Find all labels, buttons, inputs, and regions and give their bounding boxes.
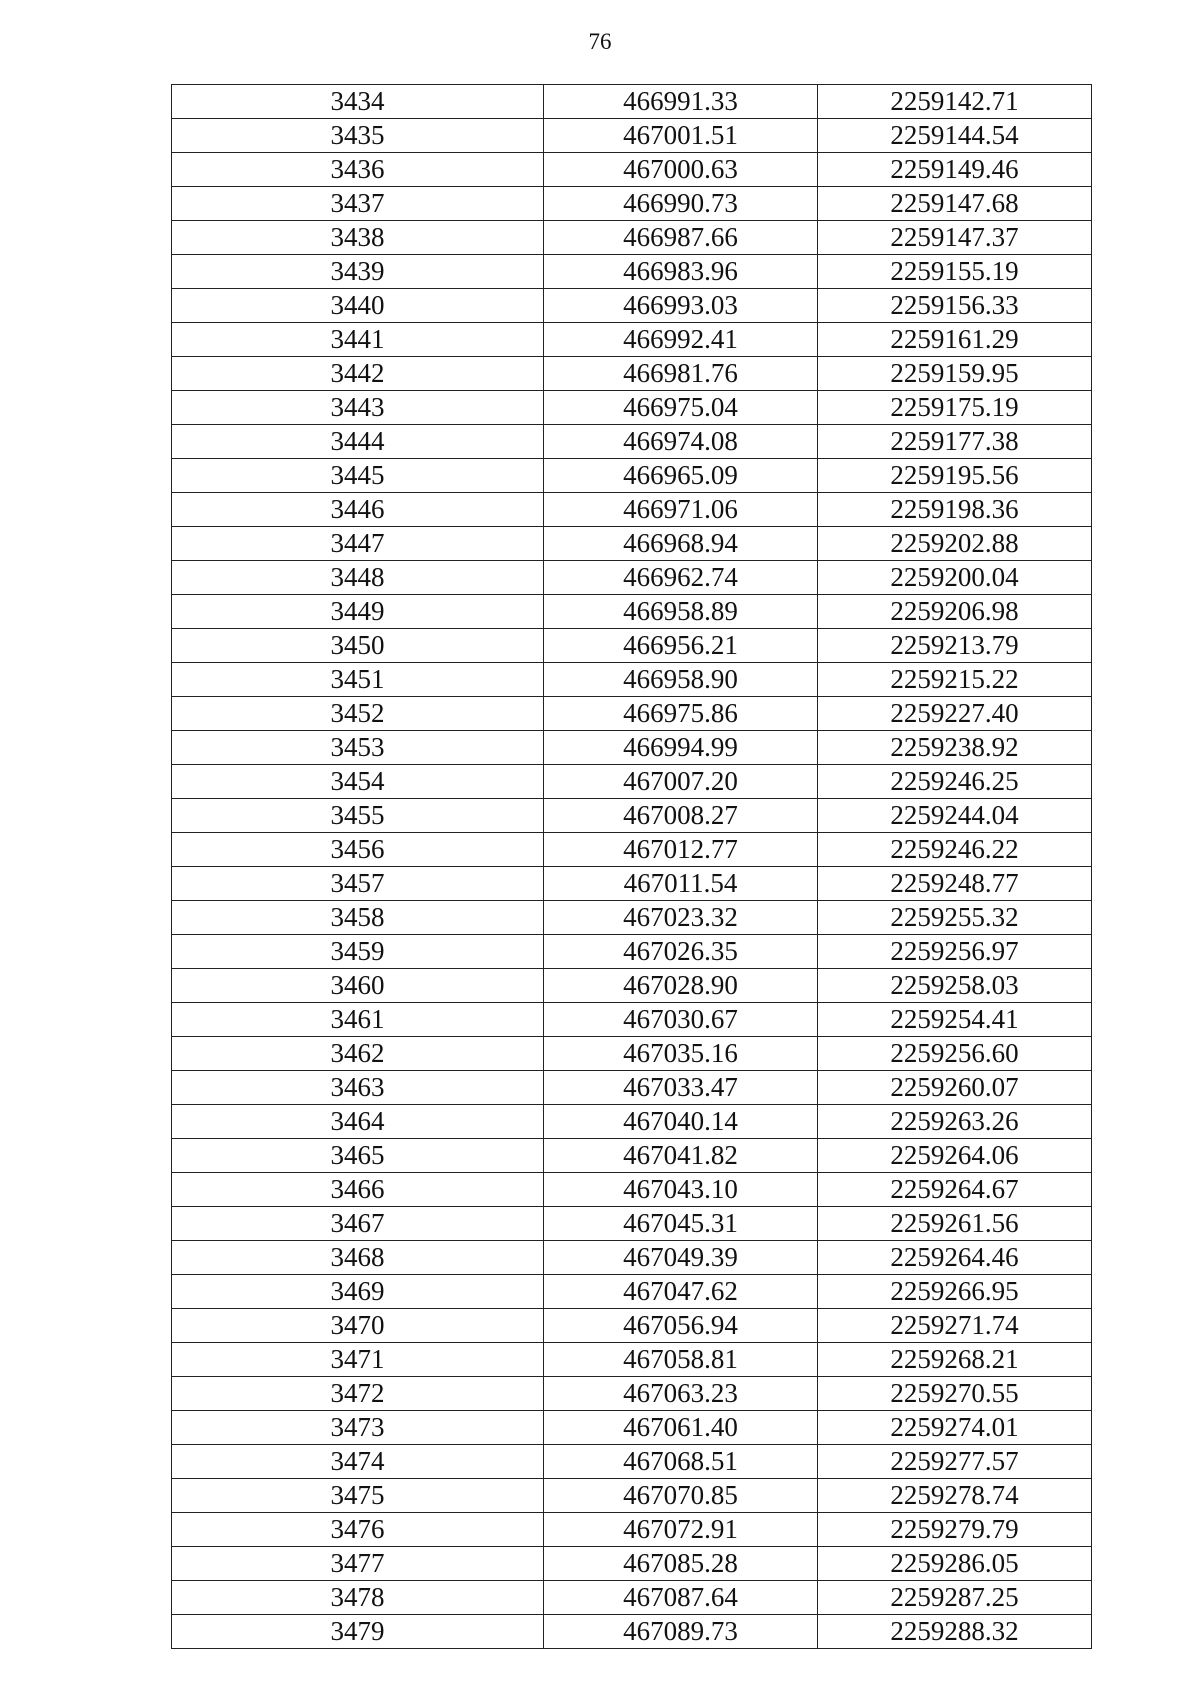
point-number-cell: 3458 (172, 901, 544, 935)
table-row (172, 1139, 1092, 1173)
point-number-cell: 3446 (172, 493, 544, 527)
y-coordinate-cell: 2259256.60 (818, 1037, 1092, 1071)
table-row (172, 731, 1092, 765)
y-coordinate-cell: 2259258.03 (818, 969, 1092, 1003)
point-number-cell: 3462 (172, 1037, 544, 1071)
x-coordinate-cell: 467023.32 (544, 901, 818, 935)
point-number-cell: 3455 (172, 799, 544, 833)
table-row (172, 663, 1092, 697)
x-coordinate-cell: 466956.21 (544, 629, 818, 663)
point-number-cell: 3452 (172, 697, 544, 731)
table-row (172, 1207, 1092, 1241)
table-row (172, 765, 1092, 799)
x-coordinate-cell: 467045.31 (544, 1207, 818, 1241)
point-number-cell: 3456 (172, 833, 544, 867)
table-row (172, 1105, 1092, 1139)
x-coordinate-cell: 466993.03 (544, 289, 818, 323)
x-coordinate-cell: 467070.85 (544, 1479, 818, 1513)
table-row (172, 119, 1092, 153)
table-row (172, 459, 1092, 493)
point-number-cell: 3471 (172, 1343, 544, 1377)
y-coordinate-cell: 2259177.38 (818, 425, 1092, 459)
y-coordinate-cell: 2259279.79 (818, 1513, 1092, 1547)
point-number-cell: 3440 (172, 289, 544, 323)
point-number-cell: 3445 (172, 459, 544, 493)
y-coordinate-cell: 2259198.36 (818, 493, 1092, 527)
table-row (172, 1309, 1092, 1343)
y-coordinate-cell: 2259244.04 (818, 799, 1092, 833)
point-number-cell: 3454 (172, 765, 544, 799)
x-coordinate-cell: 466983.96 (544, 255, 818, 289)
table-row (172, 935, 1092, 969)
table-row (172, 1411, 1092, 1445)
y-coordinate-cell: 2259149.46 (818, 153, 1092, 187)
coordinates-table-body (172, 85, 1092, 1649)
y-coordinate-cell: 2259263.26 (818, 1105, 1092, 1139)
table-row (172, 867, 1092, 901)
y-coordinate-cell: 2259144.54 (818, 119, 1092, 153)
coordinates-table (171, 84, 1092, 1649)
y-coordinate-cell: 2259254.41 (818, 1003, 1092, 1037)
y-coordinate-cell: 2259215.22 (818, 663, 1092, 697)
table-row (172, 85, 1092, 119)
table-row (172, 1615, 1092, 1649)
point-number-cell: 3457 (172, 867, 544, 901)
table-row (172, 391, 1092, 425)
x-coordinate-cell: 467089.73 (544, 1615, 818, 1649)
x-coordinate-cell: 466981.76 (544, 357, 818, 391)
table-row (172, 1037, 1092, 1071)
table-row (172, 1513, 1092, 1547)
x-coordinate-cell: 467068.51 (544, 1445, 818, 1479)
point-number-cell: 3465 (172, 1139, 544, 1173)
y-coordinate-cell: 2259268.21 (818, 1343, 1092, 1377)
table-row (172, 595, 1092, 629)
table-row (172, 1241, 1092, 1275)
point-number-cell: 3467 (172, 1207, 544, 1241)
point-number-cell: 3450 (172, 629, 544, 663)
point-number-cell: 3473 (172, 1411, 544, 1445)
y-coordinate-cell: 2259200.04 (818, 561, 1092, 595)
page-number: 76 (588, 29, 612, 54)
y-coordinate-cell: 2259261.56 (818, 1207, 1092, 1241)
point-number-cell: 3439 (172, 255, 544, 289)
point-number-cell: 3442 (172, 357, 544, 391)
table-row (172, 289, 1092, 323)
point-number-cell: 3460 (172, 969, 544, 1003)
x-coordinate-cell: 467047.62 (544, 1275, 818, 1309)
point-number-cell: 3438 (172, 221, 544, 255)
y-coordinate-cell: 2259156.33 (818, 289, 1092, 323)
y-coordinate-cell: 2259287.25 (818, 1581, 1092, 1615)
x-coordinate-cell: 467026.35 (544, 935, 818, 969)
point-number-cell: 3472 (172, 1377, 544, 1411)
x-coordinate-cell: 467000.63 (544, 153, 818, 187)
table-row (172, 527, 1092, 561)
y-coordinate-cell: 2259147.37 (818, 221, 1092, 255)
y-coordinate-cell: 2259227.40 (818, 697, 1092, 731)
y-coordinate-cell: 2259255.32 (818, 901, 1092, 935)
table-row (172, 1445, 1092, 1479)
point-number-cell: 3441 (172, 323, 544, 357)
x-coordinate-cell: 467061.40 (544, 1411, 818, 1445)
x-coordinate-cell: 466958.90 (544, 663, 818, 697)
x-coordinate-cell: 466987.66 (544, 221, 818, 255)
table-row (172, 1343, 1092, 1377)
point-number-cell: 3434 (172, 85, 544, 119)
y-coordinate-cell: 2259260.07 (818, 1071, 1092, 1105)
point-number-cell: 3435 (172, 119, 544, 153)
table-row (172, 1173, 1092, 1207)
table-row (172, 323, 1092, 357)
point-number-cell: 3475 (172, 1479, 544, 1513)
point-number-cell: 3478 (172, 1581, 544, 1615)
table-row (172, 1377, 1092, 1411)
y-coordinate-cell: 2259286.05 (818, 1547, 1092, 1581)
y-coordinate-cell: 2259264.06 (818, 1139, 1092, 1173)
x-coordinate-cell: 467007.20 (544, 765, 818, 799)
y-coordinate-cell: 2259206.98 (818, 595, 1092, 629)
x-coordinate-cell: 466991.33 (544, 85, 818, 119)
y-coordinate-cell: 2259270.55 (818, 1377, 1092, 1411)
point-number-cell: 3479 (172, 1615, 544, 1649)
table-row (172, 1547, 1092, 1581)
x-coordinate-cell: 467028.90 (544, 969, 818, 1003)
point-number-cell: 3466 (172, 1173, 544, 1207)
x-coordinate-cell: 466994.99 (544, 731, 818, 765)
y-coordinate-cell: 2259238.92 (818, 731, 1092, 765)
point-number-cell: 3464 (172, 1105, 544, 1139)
x-coordinate-cell: 467012.77 (544, 833, 818, 867)
x-coordinate-cell: 467001.51 (544, 119, 818, 153)
table-row (172, 425, 1092, 459)
y-coordinate-cell: 2259147.68 (818, 187, 1092, 221)
table-row (172, 357, 1092, 391)
table-row (172, 969, 1092, 1003)
point-number-cell: 3476 (172, 1513, 544, 1547)
point-number-cell: 3436 (172, 153, 544, 187)
point-number-cell: 3474 (172, 1445, 544, 1479)
y-coordinate-cell: 2259278.74 (818, 1479, 1092, 1513)
y-coordinate-cell: 2259277.57 (818, 1445, 1092, 1479)
x-coordinate-cell: 466992.41 (544, 323, 818, 357)
table-row (172, 1071, 1092, 1105)
y-coordinate-cell: 2259161.29 (818, 323, 1092, 357)
table-row (172, 799, 1092, 833)
point-number-cell: 3449 (172, 595, 544, 629)
point-number-cell: 3470 (172, 1309, 544, 1343)
point-number-cell: 3447 (172, 527, 544, 561)
point-number-cell: 3463 (172, 1071, 544, 1105)
y-coordinate-cell: 2259159.95 (818, 357, 1092, 391)
x-coordinate-cell: 466968.94 (544, 527, 818, 561)
x-coordinate-cell: 467043.10 (544, 1173, 818, 1207)
x-coordinate-cell: 467041.82 (544, 1139, 818, 1173)
x-coordinate-cell: 466958.89 (544, 595, 818, 629)
y-coordinate-cell: 2259264.67 (818, 1173, 1092, 1207)
y-coordinate-cell: 2259266.95 (818, 1275, 1092, 1309)
x-coordinate-cell: 466975.04 (544, 391, 818, 425)
y-coordinate-cell: 2259264.46 (818, 1241, 1092, 1275)
x-coordinate-cell: 467087.64 (544, 1581, 818, 1615)
x-coordinate-cell: 467063.23 (544, 1377, 818, 1411)
x-coordinate-cell: 467056.94 (544, 1309, 818, 1343)
point-number-cell: 3459 (172, 935, 544, 969)
y-coordinate-cell: 2259213.79 (818, 629, 1092, 663)
y-coordinate-cell: 2259202.88 (818, 527, 1092, 561)
y-coordinate-cell: 2259155.19 (818, 255, 1092, 289)
x-coordinate-cell: 467058.81 (544, 1343, 818, 1377)
point-number-cell: 3469 (172, 1275, 544, 1309)
point-number-cell: 3477 (172, 1547, 544, 1581)
y-coordinate-cell: 2259274.01 (818, 1411, 1092, 1445)
y-coordinate-cell: 2259142.71 (818, 85, 1092, 119)
x-coordinate-cell: 466990.73 (544, 187, 818, 221)
x-coordinate-cell: 467072.91 (544, 1513, 818, 1547)
y-coordinate-cell: 2259175.19 (818, 391, 1092, 425)
point-number-cell: 3461 (172, 1003, 544, 1037)
y-coordinate-cell: 2259246.25 (818, 765, 1092, 799)
x-coordinate-cell: 467033.47 (544, 1071, 818, 1105)
x-coordinate-cell: 467040.14 (544, 1105, 818, 1139)
table-row (172, 255, 1092, 289)
point-number-cell: 3443 (172, 391, 544, 425)
table-row (172, 561, 1092, 595)
y-coordinate-cell: 2259288.32 (818, 1615, 1092, 1649)
y-coordinate-cell: 2259248.77 (818, 867, 1092, 901)
point-number-cell: 3453 (172, 731, 544, 765)
x-coordinate-cell: 466965.09 (544, 459, 818, 493)
y-coordinate-cell: 2259195.56 (818, 459, 1092, 493)
y-coordinate-cell: 2259256.97 (818, 935, 1092, 969)
y-coordinate-cell: 2259271.74 (818, 1309, 1092, 1343)
table-row (172, 221, 1092, 255)
table-row (172, 629, 1092, 663)
table-row (172, 833, 1092, 867)
table-row (172, 1003, 1092, 1037)
x-coordinate-cell: 467011.54 (544, 867, 818, 901)
y-coordinate-cell: 2259246.22 (818, 833, 1092, 867)
point-number-cell: 3448 (172, 561, 544, 595)
table-row (172, 153, 1092, 187)
x-coordinate-cell: 467035.16 (544, 1037, 818, 1071)
point-number-cell: 3468 (172, 1241, 544, 1275)
x-coordinate-cell: 467085.28 (544, 1547, 818, 1581)
x-coordinate-cell: 466974.08 (544, 425, 818, 459)
point-number-cell: 3444 (172, 425, 544, 459)
table-row (172, 187, 1092, 221)
x-coordinate-cell: 466962.74 (544, 561, 818, 595)
x-coordinate-cell: 467030.67 (544, 1003, 818, 1037)
table-row (172, 1275, 1092, 1309)
x-coordinate-cell: 467008.27 (544, 799, 818, 833)
table-row (172, 1581, 1092, 1615)
point-number-cell: 3437 (172, 187, 544, 221)
x-coordinate-cell: 466971.06 (544, 493, 818, 527)
table-row (172, 901, 1092, 935)
x-coordinate-cell: 467049.39 (544, 1241, 818, 1275)
table-row (172, 697, 1092, 731)
x-coordinate-cell: 466975.86 (544, 697, 818, 731)
table-row (172, 493, 1092, 527)
point-number-cell: 3451 (172, 663, 544, 697)
table-row (172, 1479, 1092, 1513)
